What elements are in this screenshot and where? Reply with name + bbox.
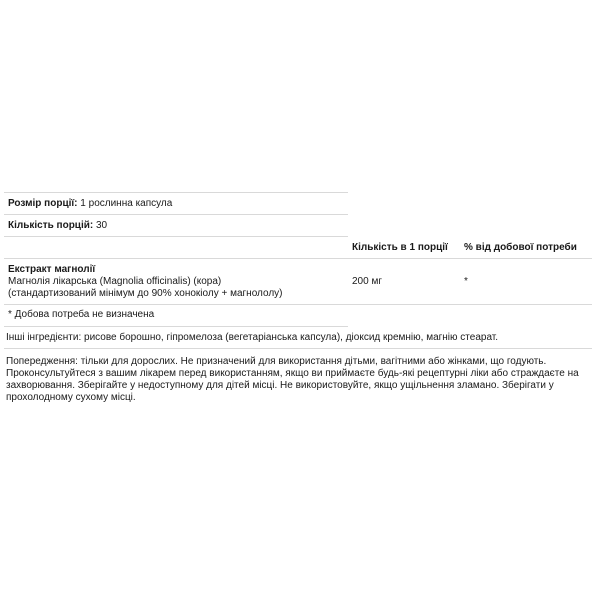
warning-line-1: Попередження: тільки для дорослих. Не призначений для використання дітьми, вагітними або жінками, що годують.	[6, 356, 547, 367]
ingredient-source: Магнолія лікарська (Magnolia officinalis) (кора)	[8, 276, 222, 287]
ingredient-daily-value: *	[464, 276, 468, 287]
divider-serving-size	[4, 214, 348, 215]
divider-footnote	[4, 326, 348, 327]
ingredient-name: Екстракт магнолії	[8, 264, 96, 275]
serving-size-label: Розмір порції:	[8, 198, 78, 209]
serving-size-row	[8, 198, 172, 210]
header-daily-value: % від добової потреби	[464, 242, 577, 253]
divider-top	[4, 192, 348, 193]
serving-size-value: 1 рослинна капсула	[80, 198, 173, 209]
warning-line-3: захворювання. Зберігайте у недоступному для дітей місці. Не використовуйте, якщо ущільнення зламано. Зберігати у	[6, 380, 554, 391]
warning-line-4: прохолодному сухому місці.	[6, 392, 136, 403]
warning-text	[6, 356, 590, 404]
servings-label: Кількість порцій:	[8, 220, 94, 231]
warning-line-2: Проконсультуйтеся з вашим лікарем перед використанням, якщо ви приймаєте будь-які рецептурні ліки або страждаєте на	[6, 368, 579, 379]
ingredient-standardization: (стандартизований мінімум до 90% хонокіолу + магнололу)	[8, 288, 283, 299]
divider-ingredients	[4, 304, 592, 305]
header-amount-per-serving: Кількість в 1 порції	[352, 242, 448, 253]
ingredient-amount: 200 мг	[352, 276, 382, 287]
servings-row	[8, 220, 107, 232]
daily-value-footnote: * Добова потреба не визначена	[8, 309, 155, 320]
divider-header	[4, 258, 592, 259]
divider-other-ingredients	[4, 348, 592, 349]
other-ingredients: Інші інгредієнти: рисове борошно, гіпромелоза (вегетаріанська капсула), діоксид кремнію, магнію стеарат.	[6, 332, 499, 343]
servings-value: 30	[96, 220, 108, 231]
divider-servings	[4, 236, 348, 237]
